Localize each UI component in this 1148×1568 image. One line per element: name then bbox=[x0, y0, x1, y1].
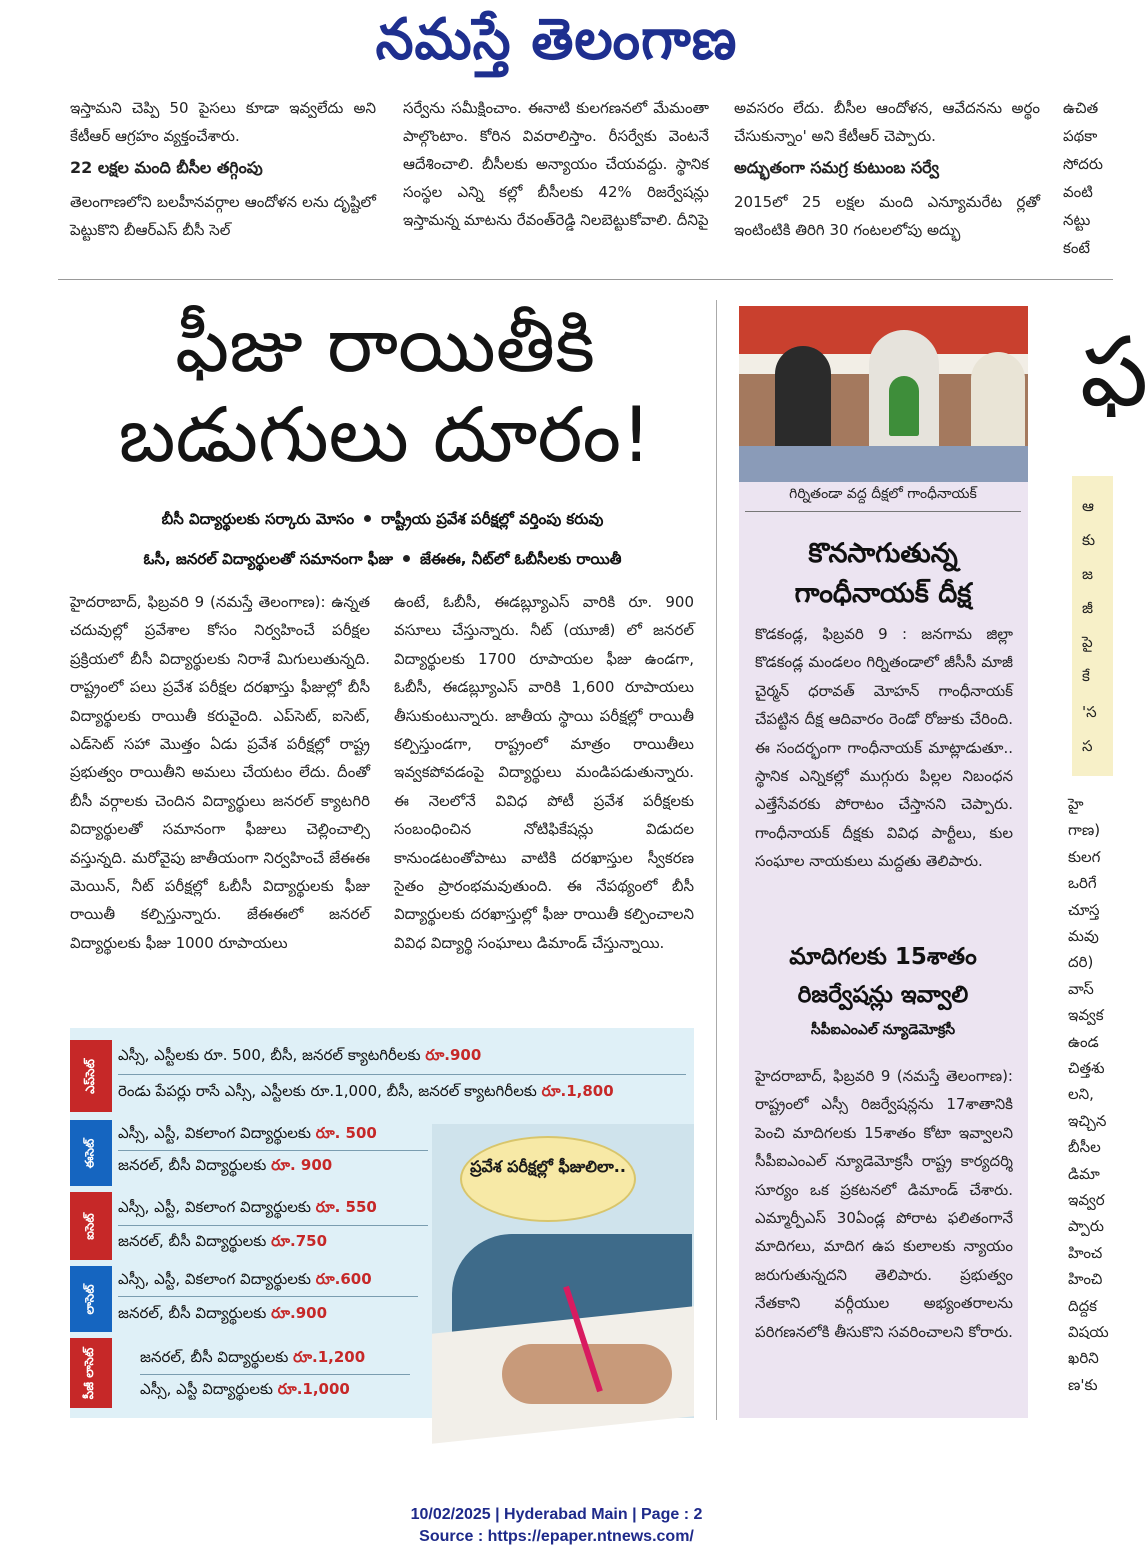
fee-row-eapcet bbox=[70, 1040, 694, 1112]
top-strip bbox=[70, 94, 1113, 264]
kicker-line-2 bbox=[70, 550, 695, 572]
top-column-1 bbox=[70, 94, 376, 244]
fee-line: రెండు పేపర్లు రాసే ఎస్సీ, ఎస్టీలకు రూ.1,000, బీసీ, జనరల్ క్యాటగిరీలకు రూ.1,800 bbox=[118, 1082, 614, 1100]
section-divider bbox=[58, 279, 1113, 280]
page-footer bbox=[0, 1504, 1113, 1548]
adjacent-text-line: డిమా bbox=[1068, 1164, 1100, 1183]
infographic-title-bubble: ప్రవేశ పరీక్షల్లో ఫీజులిలా.. bbox=[460, 1136, 636, 1222]
bullet-icon bbox=[403, 555, 410, 562]
top-col1-text: తెలంగాణలోని బలహీనవర్గాల ఆందోళన లను దృష్టిలో పెట్టుకొని బీఆర్ఎస్ బీసీ సెల్ bbox=[70, 193, 376, 239]
adjacent-text-line: ఇచ్చిన bbox=[1068, 1111, 1107, 1130]
side-subhead: సీపీఐఎంఎల్ న్యూడెమోక్రసీ bbox=[810, 1022, 956, 1038]
headline-line-2: బడుగులు దూరం! bbox=[118, 390, 652, 479]
fee-amount: రూ.750 bbox=[271, 1232, 328, 1250]
fee-line: ఎస్సీ, ఎస్టీలకు రూ. 500, బీసీ, జనరల్ క్యాటగిరీలకు రూ.900 bbox=[118, 1046, 482, 1064]
top-column-2 bbox=[403, 94, 709, 234]
fee-amount: రూ.900 bbox=[425, 1046, 482, 1064]
fee-line: జనరల్, బీసీ విద్యార్థులకు రూ.900 bbox=[118, 1304, 328, 1322]
fee-line: ఎస్సీ, ఎస్టీ విద్యార్థులకు రూ.1,000 bbox=[140, 1380, 350, 1398]
exam-tag: ఎప్‌సెట్ bbox=[70, 1040, 112, 1112]
newspaper-title: నమస్తే తెలంగాణ bbox=[375, 6, 738, 73]
adjacent-text-line: ఇవ్వర bbox=[1068, 1191, 1105, 1209]
adjacent-text-line: బీసీల bbox=[1068, 1138, 1101, 1157]
top-col1-subhead: 22 లక్షల మంది బీసీల తగ్గింపు bbox=[70, 158, 263, 177]
adjacent-text-line: విషయ bbox=[1068, 1323, 1109, 1341]
fee-amount: రూ.1,000 bbox=[277, 1380, 350, 1398]
adjacent-headline-fragment: ఫ bbox=[1080, 316, 1148, 428]
fee-row-icet bbox=[70, 1192, 694, 1260]
adjacent-text-line: చిత్తశు bbox=[1068, 1059, 1105, 1077]
adjacent-text-line: వాస్ bbox=[1068, 979, 1094, 998]
fee-line: జనరల్, బీసీ విద్యార్థులకు రూ.1,200 bbox=[140, 1348, 366, 1366]
fee-row-lawcet bbox=[70, 1266, 694, 1332]
adjacent-column bbox=[1058, 0, 1148, 1568]
fee-amount: రూ.900 bbox=[271, 1304, 328, 1322]
adjacent-text-line: దరి) bbox=[1068, 953, 1094, 972]
adjacent-text-line: చూస్త bbox=[1068, 900, 1100, 919]
bullet-icon bbox=[364, 515, 371, 522]
masthead bbox=[0, 4, 1113, 84]
fee-line: ఎస్సీ, ఎస్టీ, వికలాంగ విద్యార్థులకు రూ. 550 bbox=[118, 1198, 377, 1216]
main-headline bbox=[80, 300, 690, 480]
side-headline-2: మాదిగలకు 15శాతం రిజర్వేషన్లు ఇవ్వాలి bbox=[789, 944, 977, 1008]
dharna-photo bbox=[739, 306, 1028, 482]
exam-tag: ఈసెట్ bbox=[70, 1120, 112, 1186]
fee-amount: రూ. 500 bbox=[315, 1124, 377, 1142]
adjacent-text-line: ణ'కు bbox=[1068, 1375, 1098, 1394]
fee-line: జనరల్, బీసీ విద్యార్థులకు రూ. 900 bbox=[118, 1156, 333, 1174]
adjacent-highlight-box: ఆ కు జ జీ పై కే 'స స bbox=[1072, 476, 1113, 776]
exam-tag: పీజీ లాసెట్ bbox=[70, 1338, 112, 1408]
adjacent-text-line: మవు bbox=[1068, 927, 1099, 945]
column-divider bbox=[716, 300, 717, 1420]
kicker-2a: ఓసీ, జనరల్ విద్యార్థులతో సమానంగా ఫీజు bbox=[143, 550, 393, 568]
fee-infographic bbox=[70, 1028, 694, 1418]
fee-line: ఎస్సీ, ఎస్టీ, వికలాంగ విద్యార్థులకు రూ. 500 bbox=[118, 1124, 377, 1142]
headline-line-1: ఫీజు రాయితీకి bbox=[175, 300, 595, 389]
top-col2-text: సర్వేను సమీక్షించాం. ఈనాటి కులగణనలో మేమంతా పాల్గొంటాం. కోరిన వివరాలిస్తాం. రీసర్వేకు వెంటనే ఆదేశించాలి. బీసీలకు అన్యాయం చేయవద్దు. స్థానిక సంస్థల ఎన్ని కల్లో బీసీలకు 42% రిజర్వేషన్లు ఇస్తామన్న మాటను రేవంత్‌రెడ్డి నిలబెట్టుకోవాలి. దీనిపై bbox=[403, 99, 709, 229]
side-story-body: కొడకండ్ల, ఫిబ్రవరి 9 : జనగామ జిల్లా కొడకండ్ల మండలం గిర్నితండాలో జీసీసీ మాజీ చైర్మన్ ధరావత్ మోహన్ గాంధీనాయక్ చేపట్టిన దీక్ష ఆదివారం రెండో రోజుకు చేరింది. ఈ సందర్భంగా గాంధీనాయక్ మాట్లాడుతూ.. స్థానిక ఎన్నికల్లో ముగ్గురు పిల్లల నిబంధన ఎత్తేసేవరకు పోరాటం చేస్తానని చెప్పారు. గాంధీనాయక్ దీక్షకు వివిధ పార్టీలు, కుల సంఘాల నాయకులు మద్దతు తెలిపారు. bbox=[755, 625, 1013, 871]
adjacent-text-line: ఖరిని bbox=[1068, 1349, 1099, 1368]
top-col3-subhead: అద్భుతంగా సమగ్ర కుటుంబ సర్వే bbox=[734, 158, 939, 177]
adjacent-text-line: ఇవ్వక bbox=[1068, 1006, 1104, 1025]
adjacent-text-line: హించి bbox=[1068, 1270, 1103, 1289]
kicker-line-1 bbox=[70, 510, 695, 532]
adjacent-text-line: లని, bbox=[1068, 1085, 1094, 1104]
fee-amount: రూ.600 bbox=[315, 1270, 372, 1288]
top-col3-text: 2015లో 25 లక్షల మంది ఎన్యూమరేట ర్లతో ఇంటింటికి తిరిగి 30 గంటలలోపు అద్భు bbox=[734, 193, 1040, 239]
kicker-2b: జేఈఈ, నీట్‌లో ఓబీసీలకు రాయితీ bbox=[420, 550, 622, 568]
fee-amount: రూ. 900 bbox=[271, 1156, 333, 1174]
fee-row-ecet bbox=[70, 1120, 694, 1186]
top-col3-lead: అవసరం లేదు. బీసీల ఆందోళన, ఆవేదనను అర్థం చేసుకున్నాం' అని కేటీఆర్ చెప్పారు. bbox=[734, 99, 1040, 145]
fee-line: జనరల్, బీసీ విద్యార్థులకు రూ.750 bbox=[118, 1232, 328, 1250]
main-story-column-1: హైదరాబాద్, ఫిబ్రవరి 9 (నమస్తే తెలంగాణ): ఉన్నత చదువుల్లో ప్రవేశాల కోసం నిర్వహించే పరీక్షల ప్రక్రియలో బీసీ విద్యార్థులకు నిరాశే మిగులుతున్నది. రాష్ట్రంలో పలు ప్రవేశ పరీక్షల దరఖాస్తు ఫీజుల్లో బీసీ విద్యార్థులకు రాయితీ కరువైంది. ఎప్‌సెట్, ఐసెట్, ఎడ్‌సెట్ సహా మొత్తం ఏడు ప్రవేశ పరీక్షల్లో రాష్ట్ర ప్రభుత్వం రాయితీని అమలు చేయటం లేదు. దీంతో బీసీ వర్గాలకు చెందిన విద్యార్థులు జనరల్ క్యాటగిరి విద్యార్థులతో సమానంగా ఫీజులు చెల్లించాల్సి వస్తున్నది. మరోవైపు జాతీయంగా నిర్వహించే జేఈఈ మెయిన్, నీట్ పరీక్షల్లో ఓబీసీ విద్యార్థులకు ఫీజు రాయితీ కల్పిస్తున్నారు. జేఈఈలో జనరల్ విద్యార్థులకు ఫీజు 1000 రూపాయలు bbox=[70, 593, 370, 952]
fee-amount: రూ. 550 bbox=[315, 1198, 377, 1216]
side-headline: కొనసాగుతున్న గాంధీనాయక్ దీక్ష bbox=[794, 538, 972, 609]
fee-row-pglawcet bbox=[70, 1338, 694, 1408]
main-story-column-2: ఉంటే, ఓబీసీ, ఈడబ్ల్యూఎస్ వారికి రూ. 900 వసూలు చేస్తున్నారు. నీట్ (యూజీ) లో జనరల్ విద్యార్థులకు 1700 రూపాయల ఫీజు ఉండగా, ఓబీసీ, ఈడబ్ల్యూఎస్ వారికి 1,600 రూపాయలు తీసుకుంటున్నారు. జాతీయ స్థాయి పరీక్షల్లో రాయితీ కల్పిస్తుండగా, రాష్ట్రంలో మాత్రం రాయితీలు ఇవ్వకపోవడంపై విద్యార్థులు మండిపడుతున్నారు. ఈ నెలలోనే వివిధ పోటీ ప్రవేశ పరీక్షలకు సంబంధించిన నోటిఫికేషన్లు విడుదల కానుండటంతోపాటు వాటికి దరఖాస్తుల స్వీకరణ సైతం ప్రారంభమవుతుంది. ఈ నేపథ్యంలో బీసీ విద్యార్థులకు దరఖాస్తుల్లో ఫీజు రాయితీ కల్పించాలని వివిధ విద్యార్థి సంఘాలు డిమాండ్ చేస్తున్నాయి. bbox=[394, 593, 694, 952]
adjacent-text-line: కులగ bbox=[1068, 847, 1101, 866]
exam-tag: ఐసెట్ bbox=[70, 1192, 112, 1260]
top-col1-lead: ఇస్తామని చెప్పి 50 పైసలు కూడా ఇవ్వలేదు అని కేటీఆర్ ఆగ్రహం వ్యక్తంచేశారు. bbox=[70, 99, 376, 145]
exam-tag: లాసెట్ bbox=[70, 1266, 112, 1332]
fee-amount: రూ.1,800 bbox=[541, 1082, 614, 1100]
top-col4-text: ఉచిత పథకా సోదరు వంటి నట్టు కంటే bbox=[1063, 99, 1103, 257]
kicker-1a: బీసీ విద్యార్థులకు సర్కారు మోసం bbox=[161, 510, 355, 528]
adjacent-text-line: హించ bbox=[1068, 1243, 1103, 1262]
top-column-3 bbox=[734, 94, 1040, 244]
footer-edition-line: 10/02/2025 | Hyderabad Main | Page : 2 bbox=[410, 1506, 703, 1523]
kicker-1b: రాష్ట్రీయ ప్రవేశ పరీక్షల్లో వర్తింపు కరువు bbox=[381, 510, 604, 528]
fee-line: ఎస్సీ, ఎస్టీ, వికలాంగ విద్యార్థులకు రూ.600 bbox=[118, 1270, 372, 1288]
photo-caption: గిర్నితండా వద్ద దీక్షలో గాంధీనాయక్ bbox=[745, 486, 1021, 512]
adjacent-text-line: దిద్దక bbox=[1068, 1296, 1098, 1315]
side-story-2-body: హైదరాబాద్, ఫిబ్రవరి 9 (నమస్తే తెలంగాణ): రాష్ట్రంలో ఎస్సీ రిజర్వేషన్లను 17శాతానికి పెంచి మాదిగలకు 15శాతం కోటా ఇవ్వాలని సీపీఐఎంఎల్ న్యూడెమోక్రసీ రాష్ట్ర కార్యదర్శి సూర్యం ఒక ప్రకటనలో డిమాండ్ చేశారు. ఎమ్మార్పీఎస్ 30ఏండ్ల పోరాట ఫలితంగానే మాదిగలు, మాదిగ ఉప కులాలకు న్యాయం జరుగుతున్నదని తెలిపారు. ప్రభుత్వం నేతకాని వర్గీయుల అభ్యంతరాలను పరిగణనలోకి తీసుకొని సవరించాలని కోరారు. bbox=[755, 1067, 1013, 1341]
adjacent-text-line: ప్పారు bbox=[1068, 1217, 1104, 1236]
adjacent-text-line: ఉండ bbox=[1068, 1032, 1099, 1051]
adjacent-text-line: హై bbox=[1068, 795, 1084, 813]
footer-source-line: Source : https://epaper.ntnews.com/ bbox=[419, 1528, 694, 1545]
fee-amount: రూ.1,200 bbox=[293, 1348, 366, 1366]
adjacent-text-line: గాణ) bbox=[1068, 821, 1101, 840]
adjacent-text-line: ఒరిగే bbox=[1068, 874, 1097, 893]
